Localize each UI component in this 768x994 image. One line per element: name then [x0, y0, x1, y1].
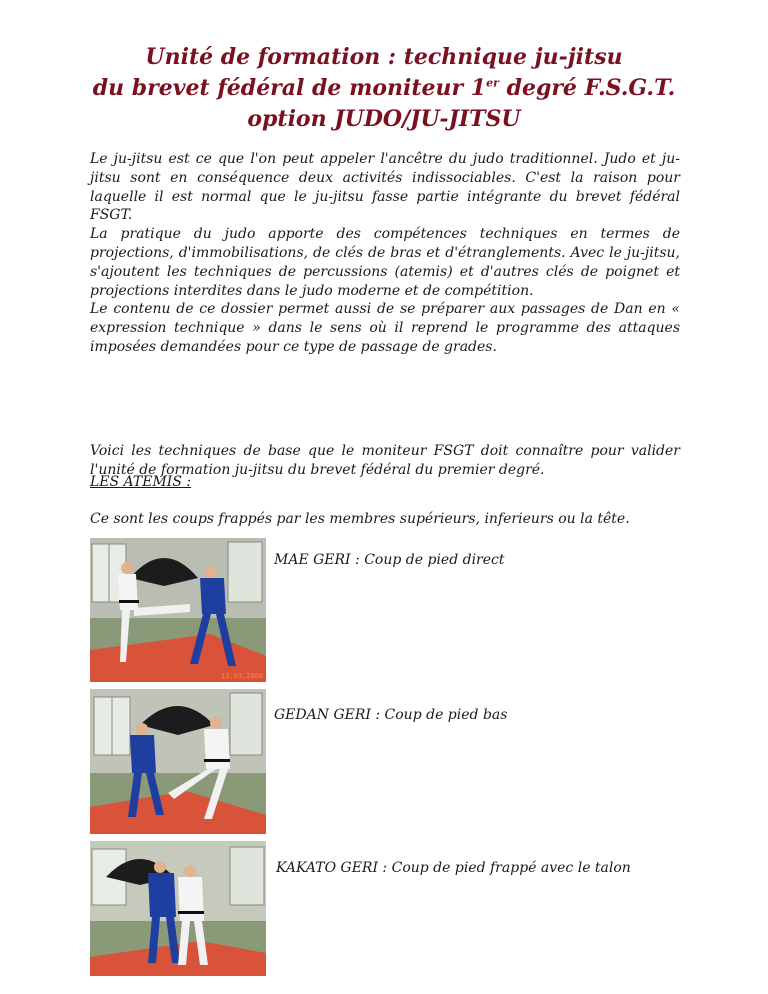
intro-paragraph: Le contenu de ce dossier permet aussi de se préparer aux passages de Dan en « expression technique » dans le sens où il reprend le programme des attaques imposées demandées pour ce type de passage de grades. — [90, 301, 680, 355]
intro-text — [90, 150, 680, 357]
technique-caption-kakato-geri: KAKATO GERI : Coup de pied frappé avec le talon — [276, 860, 631, 876]
intro-paragraph: La pratique du judo apporte des compétences techniques en termes de projections, d'immobilisations, de clés de bras et d'étranglements. Avec le ju-jitsu, s'ajoutent les techniques de percussions (atemis) et d'autres clés de poignet et projections interdites dans le judo moderne et de compétition. — [90, 226, 680, 299]
section-heading-atemis: LES ATEMIS : — [90, 474, 192, 490]
photo-gedan-geri — [90, 689, 266, 834]
atemis-definition: Ce sont les coups frappés par les membres supérieurs, inferieurs ou la tête. — [90, 511, 630, 527]
techniques-intro: Voici les techniques de base que le moniteur FSGT doit connaître pour valider l'unité de formation ju-jitsu du brevet fédéral du premier degré. — [90, 443, 680, 478]
photo-kakato-geri — [90, 841, 266, 976]
title-line-1: Unité de formation : technique ju-jitsu — [145, 44, 623, 70]
technique-caption-gedan-geri: GEDAN GERI : Coup de pied bas — [274, 707, 508, 723]
document-title — [0, 42, 768, 135]
photo-date-stamp: 13.03.2008 — [221, 672, 264, 680]
technique-caption-mae-geri: MAE GERI : Coup de pied direct — [274, 552, 505, 568]
intro-paragraph: Le ju-jitsu est ce que l'on peut appeler l'ancêtre du judo traditionnel. Judo et ju-jitsu sont en conséquence deux activités indissociables. C'est la raison pour laquelle il est normal que le ju-jitsu fasse partie intégrante du brevet fédéral FSGT. — [90, 151, 680, 224]
photo-mae-geri — [90, 538, 266, 682]
title-line-2: du brevet fédéral de moniteur 1er degré F.S.G.T. — [92, 75, 676, 101]
title-line-3: option JUDO/JU-JITSU — [247, 106, 521, 132]
